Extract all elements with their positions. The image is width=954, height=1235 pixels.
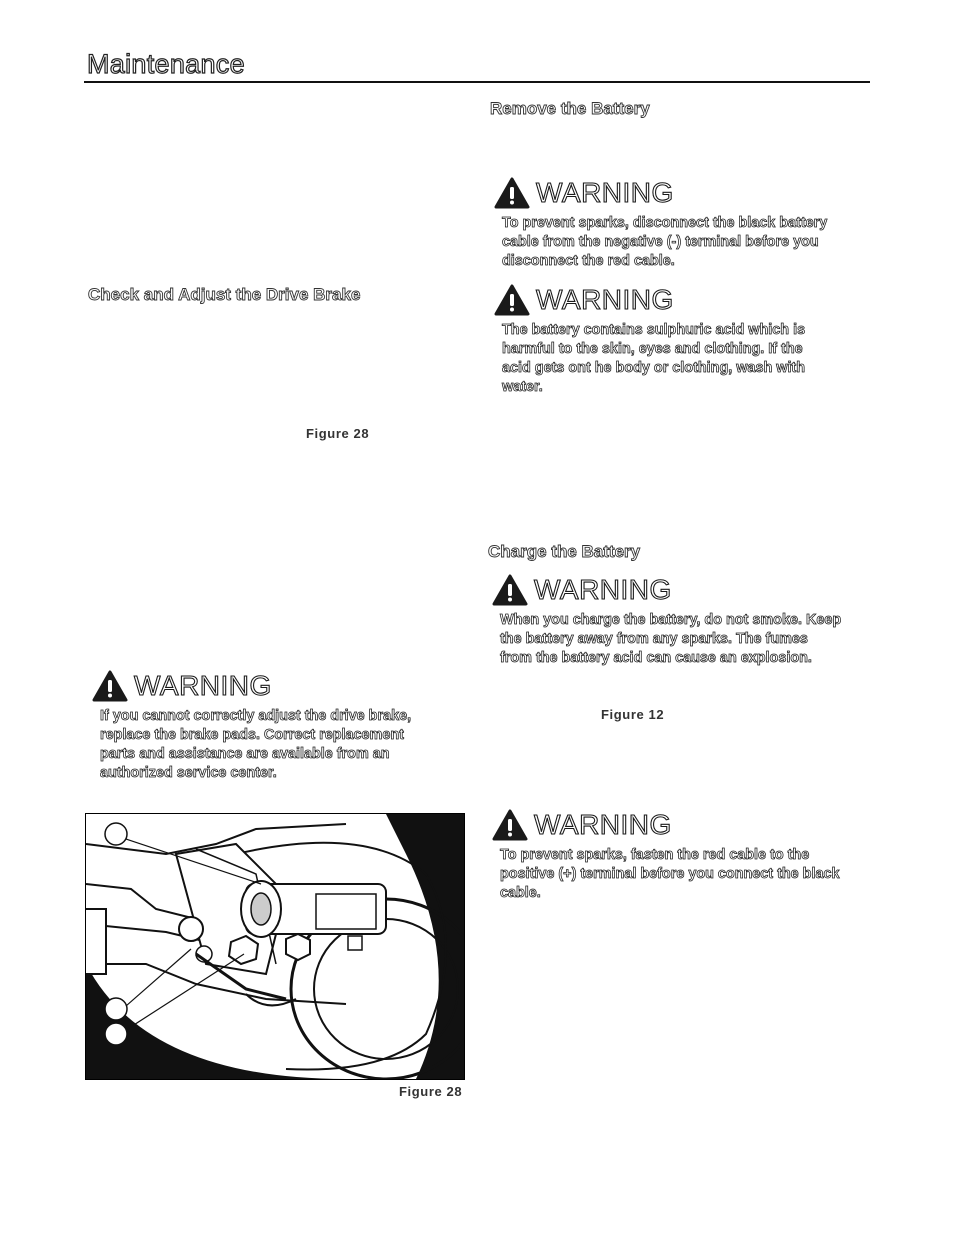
page-title: Maintenance [87, 49, 245, 79]
warning-triangle-icon [492, 574, 528, 606]
figure-caption: Figure 28 [399, 1084, 463, 1099]
warning-label: WARNING [536, 284, 674, 315]
warning-header [92, 669, 442, 703]
figure-reference: Figure 28 [306, 426, 370, 441]
drive-brake-illustration [85, 813, 465, 1080]
warning-block-charge [492, 573, 842, 668]
warning-triangle-icon [92, 670, 128, 702]
warning-header [492, 573, 842, 607]
warning-text: When you charge the battery, do not smoke. Keep the battery away from any sparks. The fumes from the battery acid can cause an explosion. [500, 612, 842, 666]
warning-triangle-icon [494, 177, 530, 209]
figure-reference: Figure 12 [601, 707, 665, 722]
warning-label: WARNING [134, 670, 272, 701]
warning-header [494, 283, 834, 317]
warning-label: WARNING [534, 809, 672, 840]
warning-text: The battery contains sulphuric acid which is harmful to the skin, eyes and clothing. If the acid gets ont he body or clothing, wash with water. [502, 322, 806, 395]
warning-header [492, 808, 842, 842]
warning-block-brake [92, 669, 442, 783]
drive-brake-heading: Check and Adjust the Drive Brake [88, 285, 361, 304]
brake-assembly-drawing [86, 814, 464, 1079]
warning-text: To prevent sparks, fasten the red cable to the positive (+) terminal before you connect the black cable. [500, 847, 840, 901]
charge-battery-heading: Charge the Battery [488, 542, 641, 561]
warning-label: WARNING [536, 177, 674, 208]
remove-battery-heading: Remove the Battery [490, 99, 650, 118]
warning-text: To prevent sparks, disconnect the black battery cable from the negative (-) terminal before you disconnect the red cable. [502, 215, 828, 269]
title-divider [84, 81, 870, 83]
warning-block-acid [494, 283, 834, 397]
warning-block-disconnect [494, 176, 834, 271]
warning-header [494, 176, 834, 210]
warning-label: WARNING [534, 574, 672, 605]
warning-text: If you cannot correctly adjust the drive brake, replace the brake pads. Correct replacement parts and assistance are available from an authorized service center. [100, 708, 412, 781]
warning-triangle-icon [494, 284, 530, 316]
warning-triangle-icon [492, 809, 528, 841]
warning-block-connect [492, 808, 842, 903]
